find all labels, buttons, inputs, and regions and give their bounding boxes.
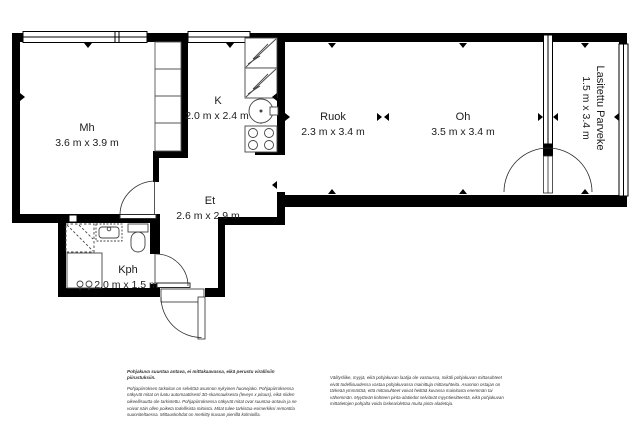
room-dims: 2.3 m x 3.4 m [301,126,365,138]
washbasin-icon [96,224,122,241]
measurement-tick [553,113,558,121]
measurement-tick [614,113,619,121]
window-oh-balcony-partition [544,35,553,144]
room-name: Oh [455,111,471,123]
room-label-parveke [580,66,606,151]
room-dims: 2.6 m x 2.9 m [176,210,240,222]
room-dims: 2.0 m x 1.5 m [94,279,158,291]
measurement-tick [459,43,467,48]
room-dims: 1.5 m x 3.4 m [580,76,592,140]
doors [120,148,592,339]
disclaimer-left-paragraph: Pohjapiirroksen tarkoitus on selvittää asunnon nykyinen huonejako. Pohjapiirroksessa näkyvät mitat on luotu automaattisesti 3D-skannauksesta (leveys x pituus), eikä niiden oikeellisuutta ole tarkistettu. Pohjapiirroksessa näkyvät mitat ovat suuntaa-antavia ja ne voivat näin ollen poiketa todellisista mitoista. Mitat tulee tarkistaa esimerkiksi remonttia suunniteltaessa. Mittauskohdat on merkitty kuvaan pienillä kolmioilla. [127,385,297,418]
room-dims: 3.5 m x 3.4 m [431,126,495,138]
disclaimer-title: Pohjakuva suuntaa antava, ei mittakaavassa, eikä perustu virallisiin piirustuksiin. [127,369,275,381]
wall-oh-bottom [277,195,627,207]
room-dims: 3.6 m x 3.9 m [55,137,119,149]
door-front [160,288,205,339]
measurement-tick [328,43,336,48]
wall-entry-right [218,217,225,297]
wall-kph-east-upper [150,223,160,254]
shower-icon [66,224,94,252]
window-mh [23,32,147,43]
measurement-tick [377,113,382,121]
fridge-icon [245,38,277,68]
wall-partition-stub [543,144,553,156]
room-labels [55,66,606,292]
wall-vent-mark [108,214,114,222]
wall-k-ruok [277,33,285,155]
room-name: Ruok [320,111,346,123]
door-kph [155,254,190,288]
measurement-tick [384,113,389,121]
walls [12,33,627,297]
room-label-mh [55,122,119,149]
room-dims: 2.0 m x 2.4 m [185,110,249,122]
measurement-tick [538,113,543,121]
freezer-icon [245,68,277,98]
measurement-tick [285,113,290,121]
door-mh [120,181,156,219]
measurement-tick [581,189,589,194]
disclaimer-right-block [330,375,508,408]
wall-mh-et [153,156,159,182]
room-name: Lasitettu Parveke [594,65,606,151]
room-label-k [185,95,249,122]
room-label-et [176,195,240,222]
room-label-oh [431,111,495,138]
measurement-tick [272,181,277,189]
wall-left [12,33,20,223]
window-k [188,32,250,43]
room-label-kph [94,264,158,291]
measurement-tick [84,43,92,48]
measurement-tick [226,43,234,48]
room-name: Et [204,195,216,207]
toilet-icon [128,224,148,252]
room-name: Mh [79,122,95,134]
measurement-tick [459,189,467,194]
disclaimer-right-paragraph: Välitysliike, myyjä, eikä pohjakuvan laatija ole vastuussa, mikäli pohjakuvan mittasuhteet eivät todellisuudessa vastaa pohjakuvassa mainittuja mittasuhteita. Asunnon ostajan on tärkeää ymmärtää, että mittasuhteet voivat heittää kuvassa mainitusta enemmän tai vähemmän. Myytävän kohteen pinta-alatiedot selviävät myyntiesitteestä, eikä pohjakuvan mittatietojen pohjalta voida laskea/olettaa muita pinta-alatietoja. [330,375,504,407]
wall-kph-left [58,214,66,297]
measurement-tick [20,93,25,101]
measurement-tick [328,189,336,194]
wall-niche [69,215,77,222]
window-balcony-right [619,44,628,196]
sink-icon [249,99,278,123]
wardrobe-icon [155,42,181,151]
stove-icon [245,126,277,152]
room-name: K [214,95,222,107]
disclaimer-left-block [127,369,301,419]
measurement-tick [581,43,589,48]
room-label-ruok [301,111,365,138]
room-name: Kph [118,264,138,276]
wall-closet-east [181,33,188,154]
kitchen-fixtures [245,38,278,152]
